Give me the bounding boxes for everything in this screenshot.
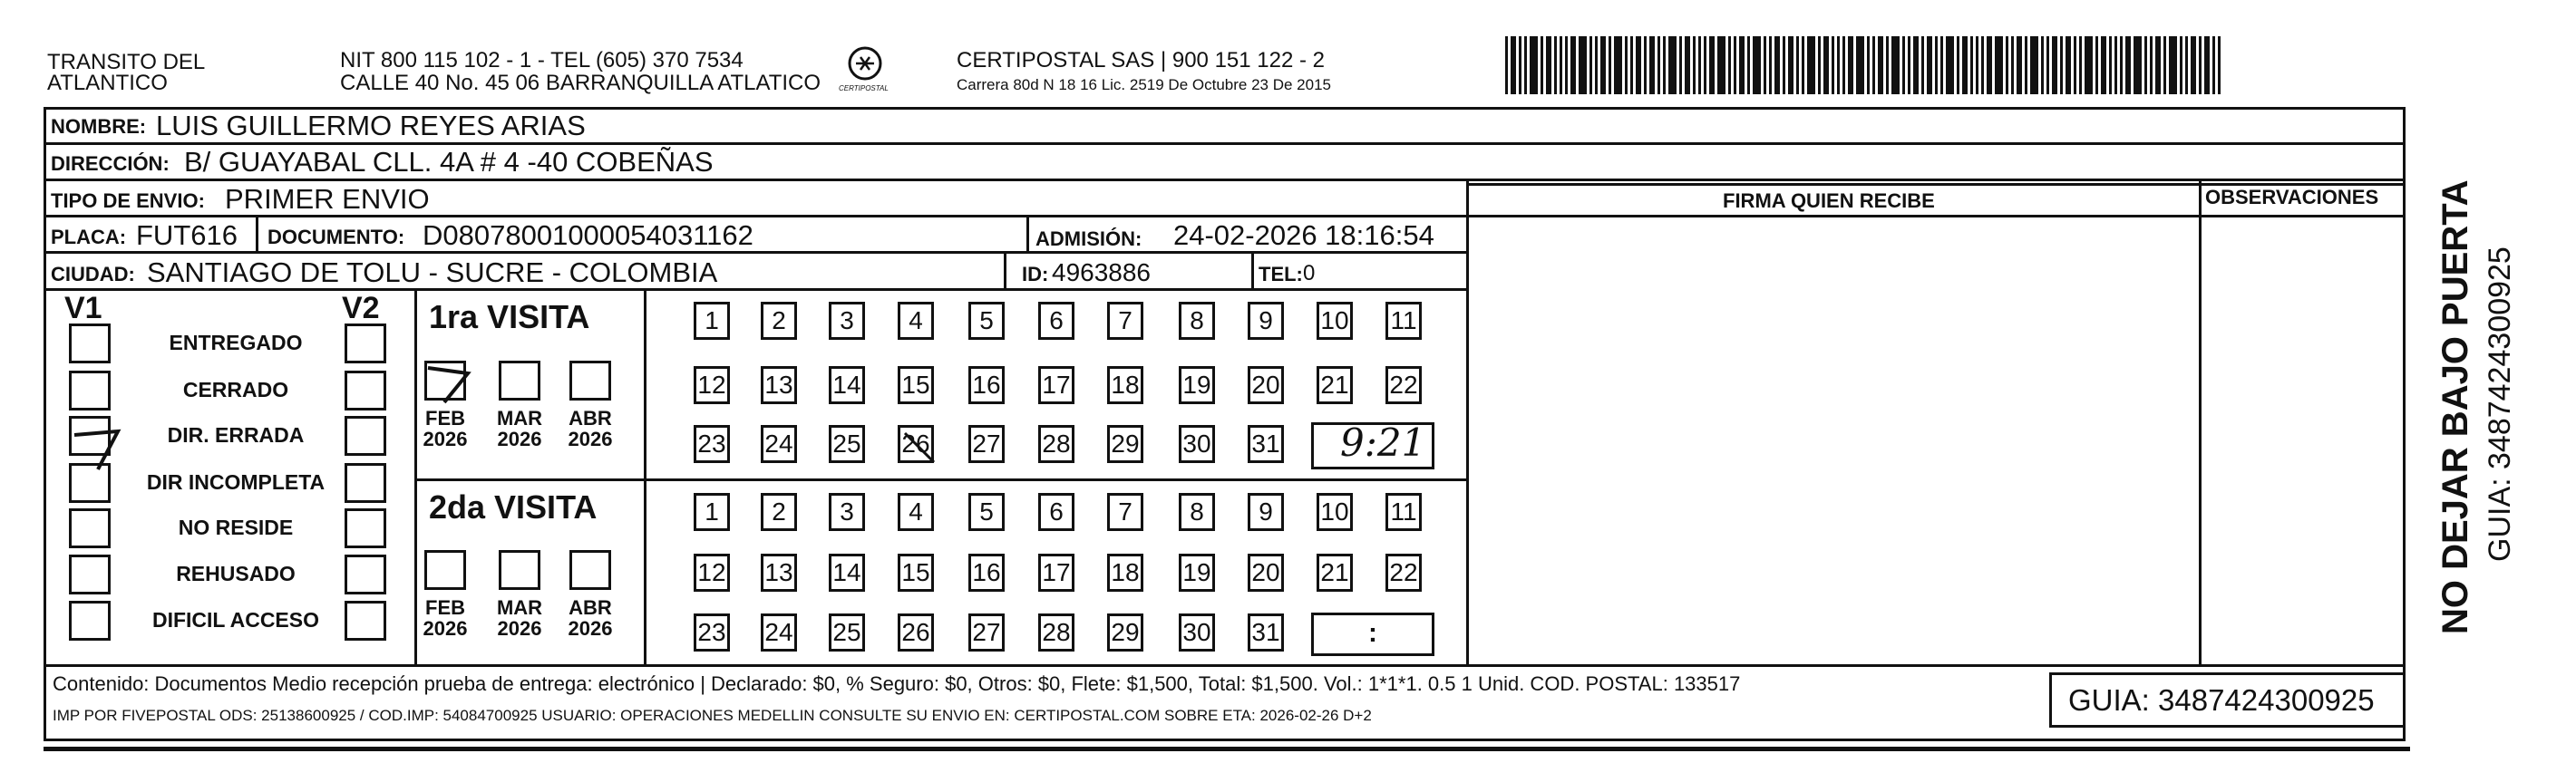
day-box-first[interactable]: 24: [761, 425, 797, 463]
v2-reason-checkbox[interactable]: [345, 601, 386, 641]
second-visit-time: :: [1368, 618, 1377, 648]
documento-label: DOCUMENTO:: [267, 226, 405, 248]
v2-reason-checkbox[interactable]: [345, 555, 386, 594]
v1-reason-checkbox[interactable]: [69, 371, 111, 410]
observaciones-header: OBSERVACIONES: [2205, 186, 2379, 208]
print-info-line: IMP POR FIVEPOSTAL ODS: 25138600925 / COD.IMP: 54084700925 USUARIO: OPERACIONES MEDELLIN CONSULTE SU ENVIO EN: CERTIPOSTAL.COM SOBRE ETA: 2026-02-26 D+2: [53, 707, 1372, 724]
day-box-first[interactable]: 19: [1179, 366, 1215, 404]
day-box-first[interactable]: 27: [968, 425, 1005, 463]
day-box-first[interactable]: 10: [1317, 302, 1353, 340]
month-checkbox-second[interactable]: [499, 550, 540, 590]
day-box-second[interactable]: 6: [1038, 493, 1074, 531]
day-box-second[interactable]: 3: [829, 493, 865, 531]
admision-label: ADMISIÓN:: [1035, 227, 1142, 250]
v1-reason-checkbox[interactable]: [69, 555, 111, 594]
day-box-second[interactable]: 27: [968, 613, 1005, 652]
carrier-line: CERTIPOSTAL SAS | 900 151 122 - 2: [957, 48, 1325, 72]
month-label: MAR 2026: [496, 596, 543, 641]
v2-reason-checkbox[interactable]: [345, 463, 386, 503]
day-box-second[interactable]: 22: [1385, 554, 1422, 592]
firma-header: FIRMA QUIEN RECIBE: [1723, 189, 1935, 212]
day-box-second[interactable]: 10: [1317, 493, 1353, 531]
v2-reason-checkbox[interactable]: [345, 371, 386, 410]
month-checkbox-second[interactable]: [424, 550, 466, 590]
day-box-first[interactable]: 12: [694, 366, 730, 404]
day-box-first[interactable]: 16: [968, 366, 1005, 404]
nombre-label: NOMBRE:: [51, 115, 147, 138]
day-box-first[interactable]: 14: [829, 366, 865, 404]
day-box-second[interactable]: 14: [829, 554, 865, 592]
reason-label: DIFICIL ACCESO: [151, 608, 319, 632]
month-checkbox-first[interactable]: [569, 361, 611, 401]
day-box-first[interactable]: 28: [1038, 425, 1074, 463]
day-box-first[interactable]: 25: [829, 425, 865, 463]
company-name-line2: ATLANTICO: [47, 71, 168, 95]
handwritten-check-mark: [71, 426, 125, 471]
day-box-first[interactable]: 6: [1038, 302, 1074, 340]
day-box-second[interactable]: 23: [694, 613, 730, 652]
day-box-first[interactable]: 4: [898, 302, 934, 340]
day-box-first[interactable]: 18: [1107, 366, 1143, 404]
day-box-second[interactable]: 20: [1248, 554, 1284, 592]
day-box-first[interactable]: 13: [761, 366, 797, 404]
day-box-second[interactable]: 24: [761, 613, 797, 652]
first-visit-title: 1ra VISITA: [429, 298, 590, 335]
day-box-first[interactable]: 11: [1385, 302, 1422, 340]
day-box-second[interactable]: 18: [1107, 554, 1143, 592]
day-box-second[interactable]: 5: [968, 493, 1005, 531]
day-box-second[interactable]: 11: [1385, 493, 1422, 531]
v2-header: V2: [342, 291, 380, 325]
v2-reason-checkbox[interactable]: [345, 324, 386, 363]
handwritten-check-mark: [423, 362, 477, 404]
tel-label: TEL:: [1259, 263, 1303, 285]
day-box-second[interactable]: 4: [898, 493, 934, 531]
day-box-second[interactable]: 31: [1248, 613, 1284, 652]
v1-reason-checkbox[interactable]: [69, 601, 111, 641]
month-checkbox-first[interactable]: [499, 361, 540, 401]
month-label: FEB 2026: [423, 596, 468, 641]
day-box-first[interactable]: 20: [1248, 366, 1284, 404]
month-label: MAR 2026: [496, 407, 543, 451]
day-box-second[interactable]: 21: [1317, 554, 1353, 592]
month-label: ABR 2026: [568, 407, 613, 451]
reason-label: CERRADO: [182, 378, 289, 401]
day-box-first[interactable]: 23: [694, 425, 730, 463]
id-label: ID:: [1022, 263, 1049, 285]
direccion-label: DIRECCIÓN:: [51, 152, 170, 175]
day-box-second[interactable]: 15: [898, 554, 934, 592]
day-box-second[interactable]: 17: [1038, 554, 1074, 592]
day-box-second[interactable]: 1: [694, 493, 730, 531]
day-box-first[interactable]: 2: [761, 302, 797, 340]
day-box-second[interactable]: 30: [1179, 613, 1215, 652]
day-box-second[interactable]: 2: [761, 493, 797, 531]
day-box-first[interactable]: 15: [898, 366, 934, 404]
no-dejar-warning: NO DEJAR BAJO PUERTA: [2435, 179, 2475, 634]
plate-number: FUT616: [136, 219, 238, 251]
reason-label: DIR. ERRADA: [167, 423, 305, 447]
day-box-first[interactable]: 17: [1038, 366, 1074, 404]
day-box-first[interactable]: 1: [694, 302, 730, 340]
day-box-second[interactable]: 7: [1107, 493, 1143, 531]
recipient-address: B/ GUAYABAL CLL. 4A # 4 -40 COBEÑAS: [184, 146, 714, 178]
contents-line: Contenido: Documentos Medio recepción prueba de entrega: electrónico | Declarado: $0, % Seguro: $0, Otros: $0, Flete: $1,500, Total: $1,500. Vol.: 1*1*1. 0.5 1 Unid. COD. POSTAL: 133517: [53, 672, 1741, 695]
document-number: D08078001000054031162: [423, 219, 753, 251]
logo-caption: CERTIPOSTAL: [839, 84, 889, 92]
day-box-first[interactable]: 7: [1107, 302, 1143, 340]
company-name-line1: TRANSITO DEL: [47, 50, 206, 74]
reason-label: REHUSADO: [176, 562, 296, 585]
company-address-line: CALLE 40 No. 45 06 BARRANQUILLA ATLATICO: [340, 71, 821, 95]
day-box-first[interactable]: 8: [1179, 302, 1215, 340]
day-box-second[interactable]: 25: [829, 613, 865, 652]
month-checkbox-second[interactable]: [569, 550, 611, 590]
v2-reason-checkbox[interactable]: [345, 416, 386, 456]
recipient-tel: 0: [1303, 261, 1316, 285]
shipment-type: PRIMER ENVIO: [225, 183, 430, 215]
ciudad-label: CIUDAD:: [51, 263, 135, 285]
handwritten-day-strike: [899, 426, 939, 468]
day-box-second[interactable]: 16: [968, 554, 1005, 592]
day-box-first[interactable]: 3: [829, 302, 865, 340]
day-box-second[interactable]: 8: [1179, 493, 1215, 531]
day-box-first[interactable]: 9: [1248, 302, 1284, 340]
v2-reason-checkbox[interactable]: [345, 508, 386, 548]
day-box-first[interactable]: 30: [1179, 425, 1215, 463]
reason-label: DIR INCOMPLETA: [146, 470, 326, 494]
day-box-second[interactable]: 9: [1248, 493, 1284, 531]
day-box-first[interactable]: 29: [1107, 425, 1143, 463]
v1-reason-checkbox[interactable]: [69, 508, 111, 548]
day-box-first[interactable]: 5: [968, 302, 1005, 340]
guia-number: GUIA: 3487424300925: [2068, 683, 2375, 717]
day-box-second[interactable]: 26: [898, 613, 934, 652]
day-box-second[interactable]: 19: [1179, 554, 1215, 592]
v1-header: V1: [64, 291, 102, 325]
day-box-first[interactable]: 26: [898, 425, 934, 463]
day-box-second[interactable]: 13: [761, 554, 797, 592]
day-box-second[interactable]: 12: [694, 554, 730, 592]
barcode: [1505, 36, 2226, 94]
v1-reason-checkbox[interactable]: [69, 324, 111, 363]
carrier-license: Carrera 80d N 18 16 Lic. 2519 De Octubre 23 De 2015: [957, 76, 1331, 93]
city: SANTIAGO DE TOLU - SUCRE - COLOMBIA: [147, 256, 718, 288]
day-box-first[interactable]: 21: [1317, 366, 1353, 404]
recipient-id: 4963886: [1052, 258, 1152, 286]
month-label: FEB 2026: [423, 407, 468, 451]
day-box-first[interactable]: 22: [1385, 366, 1422, 404]
first-visit-time: 9:21: [1340, 420, 1426, 465]
day-box-second[interactable]: 29: [1107, 613, 1143, 652]
admission-datetime: 24-02-2026 18:16:54: [1173, 219, 1434, 251]
side-guia-number: GUIA: 3487424300925: [2483, 246, 2517, 562]
recipient-name: LUIS GUILLERMO REYES ARIAS: [156, 110, 586, 141]
day-box-first[interactable]: 31: [1248, 425, 1284, 463]
reason-label: NO RESIDE: [178, 516, 294, 539]
company-nit-line: NIT 800 115 102 - 1 - TEL (605) 370 7534: [340, 48, 744, 72]
tipo-envio-label: TIPO DE ENVIO:: [51, 189, 205, 212]
month-label: ABR 2026: [568, 596, 613, 641]
second-visit-title: 2da VISITA: [429, 488, 598, 526]
placa-label: PLACA:: [51, 226, 127, 248]
day-box-second[interactable]: 28: [1038, 613, 1074, 652]
reason-label: ENTREGADO: [169, 331, 303, 354]
